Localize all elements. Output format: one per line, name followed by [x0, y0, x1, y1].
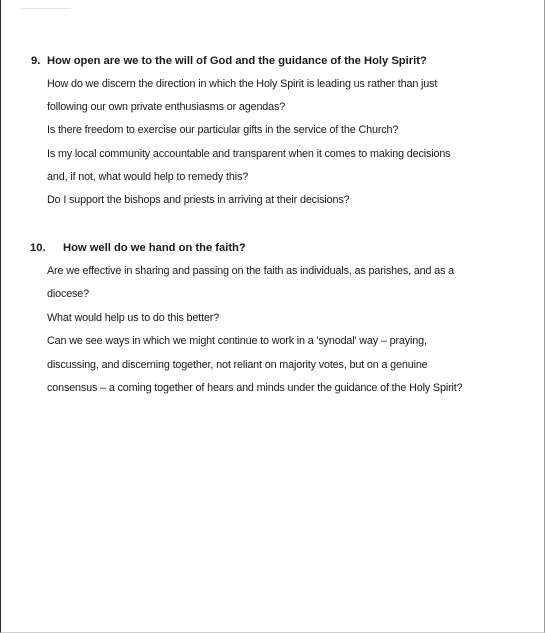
body-line: What would help us to do this better? [47, 311, 220, 324]
body-line: consensus – a coming together of hears and minds under the guidance of the Holy Spirit? [47, 381, 463, 394]
question-heading [1, 50, 545, 72]
body-line: diocese? [47, 288, 90, 301]
body-line: How do we discern the direction in which the Holy Spirit is leading us rather than just [47, 77, 438, 90]
body-line: following our own private enthusiasms or agendas? [47, 100, 286, 113]
question-number: 10. [30, 242, 46, 254]
question-title: How open are we to the will of God and the guidance of the Holy Spirit? [47, 55, 427, 67]
question-body [1, 73, 545, 213]
body-line: and, if not, what would help to remedy this? [47, 171, 249, 184]
body-line: Are we effective in sharing and passing on the faith as individuals, as parishes, and as a [47, 265, 455, 277]
question-section-10 [1, 237, 545, 400]
question-body [1, 260, 545, 400]
body-line: discussing, and discerning together, not reliant on majority votes, but on a genuine [47, 358, 428, 371]
body-line: Is my local community accountable and transparent when it comes to making decisions [47, 147, 451, 160]
question-number: 9. [31, 55, 41, 67]
body-line: Is there freedom to exercise our particular gifts in the service of the Church? [47, 124, 399, 137]
body-line: Can we see ways in which we might continue to work in a 'synodal' way – praying, [47, 335, 427, 348]
scan-artifact [21, 8, 71, 9]
question-title: How well do we hand on the faith? [63, 242, 246, 254]
question-heading [1, 237, 545, 259]
body-line: Do I support the bishops and priests in arriving at their decisions? [47, 194, 350, 207]
question-section-9 [1, 50, 545, 213]
